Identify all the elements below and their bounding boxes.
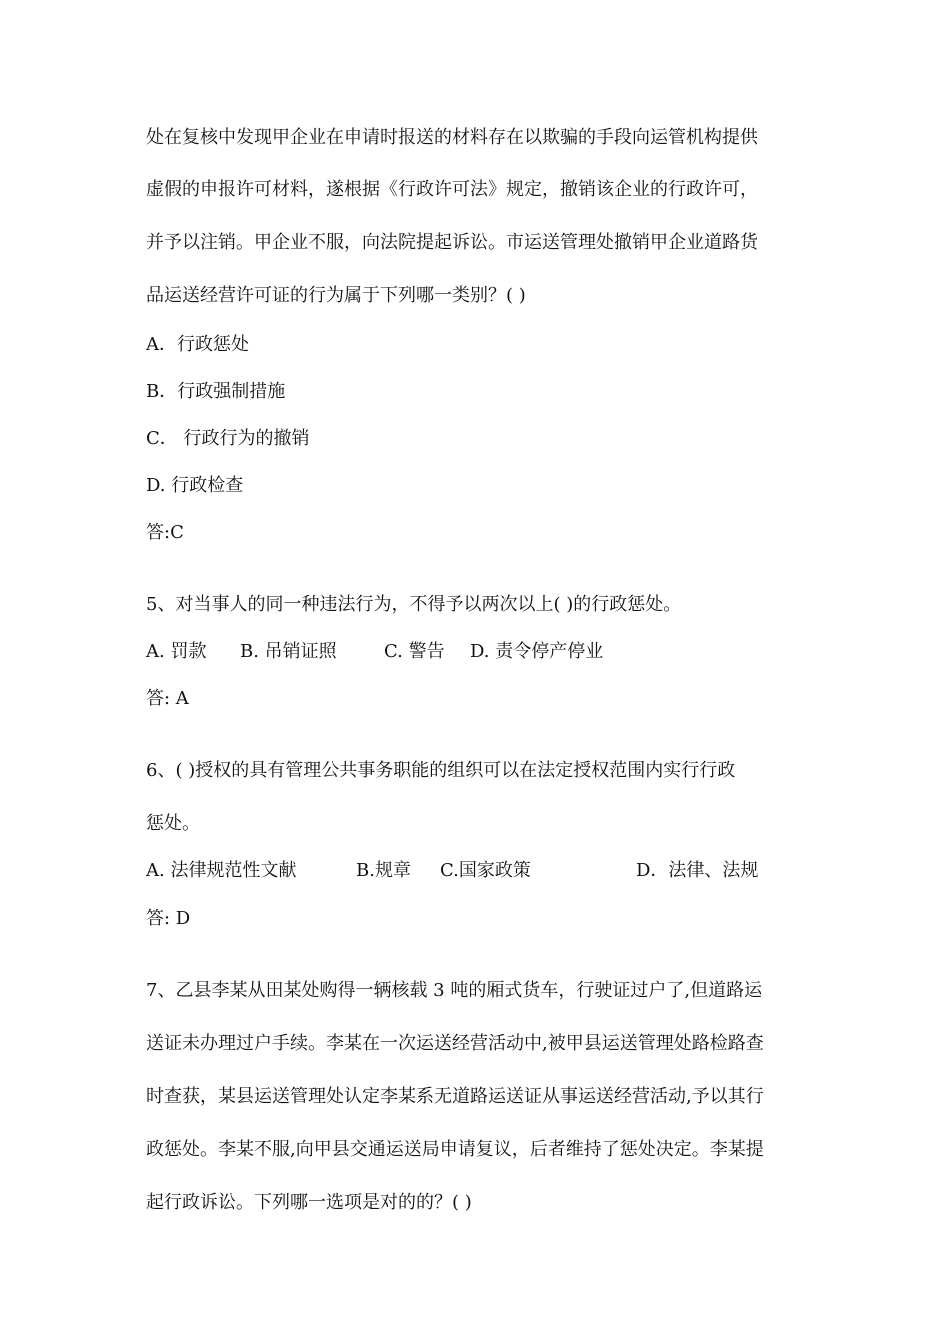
q5-option-d: D. 责令停产停业 <box>470 641 604 662</box>
q6-option-c: C.国家政策 <box>440 860 531 881</box>
q4-option-c: C． 行政行为的撤销 <box>146 428 310 449</box>
q6-line-1: 6、( )授权的具有管理公共事务职能的组织可以在法定授权范围内实行行政 <box>146 760 736 781</box>
q6-answer: 答: D <box>146 908 191 929</box>
q7-line-2: 送证未办理过户手续。李某在一次运送经营活动中,被甲县运送管理处路检路查 <box>146 1033 764 1054</box>
q6-option-d: D．法律、法规 <box>636 860 759 881</box>
q4-option-b: B．行政强制措施 <box>146 381 286 402</box>
q6-option-a: A. 法律规范性文献 <box>146 860 297 881</box>
q4-line-4: 品运送经营许可证的行为属于下列哪一类别？( ) <box>146 285 526 306</box>
q4-answer: 答:C <box>146 522 184 543</box>
q6-option-b: B.规章 <box>356 860 411 881</box>
q5-answer: 答: A <box>146 688 189 709</box>
q4-line-2: 虚假的申报许可材料，遂根据《行政许可法》规定，撤销该企业的行政许可， <box>146 179 758 200</box>
q7-line-4: 政惩处。李某不服,向甲县交通运送局申请复议，后者维持了惩处决定。李某提 <box>146 1139 764 1160</box>
q6-line-2: 惩处。 <box>146 813 200 834</box>
q7-line-5: 起行政诉讼。下列哪一选项是对的的？( ) <box>146 1192 472 1213</box>
q7-line-1: 7、乙县李某从田某处购得一辆核载 3 吨的厢式货车，行驶证过户了,但道路运 <box>146 980 763 1001</box>
q4-option-d: D. 行政检查 <box>146 475 244 496</box>
q4-option-a: A．行政惩处 <box>146 334 249 355</box>
q5-option-c: C. 警告 <box>384 641 445 662</box>
q5-option-a: A. 罚款 <box>146 641 207 662</box>
q7-line-3: 时查获，某县运送管理处认定李某系无道路运送证从事运送经营活动,予以其行 <box>146 1086 764 1107</box>
q5-option-b: B. 吊销证照 <box>240 641 337 662</box>
q4-line-3: 并予以注销。甲企业不服，向法院提起诉讼。市运送管理处撤销甲企业道路货 <box>146 232 758 253</box>
q4-line-1: 处在复核中发现甲企业在申请时报送的材料存在以欺骗的手段向运管机构提供 <box>146 127 758 148</box>
q5-stem: 5、对当事人的同一种违法行为，不得予以两次以上( )的行政惩处。 <box>146 594 682 615</box>
